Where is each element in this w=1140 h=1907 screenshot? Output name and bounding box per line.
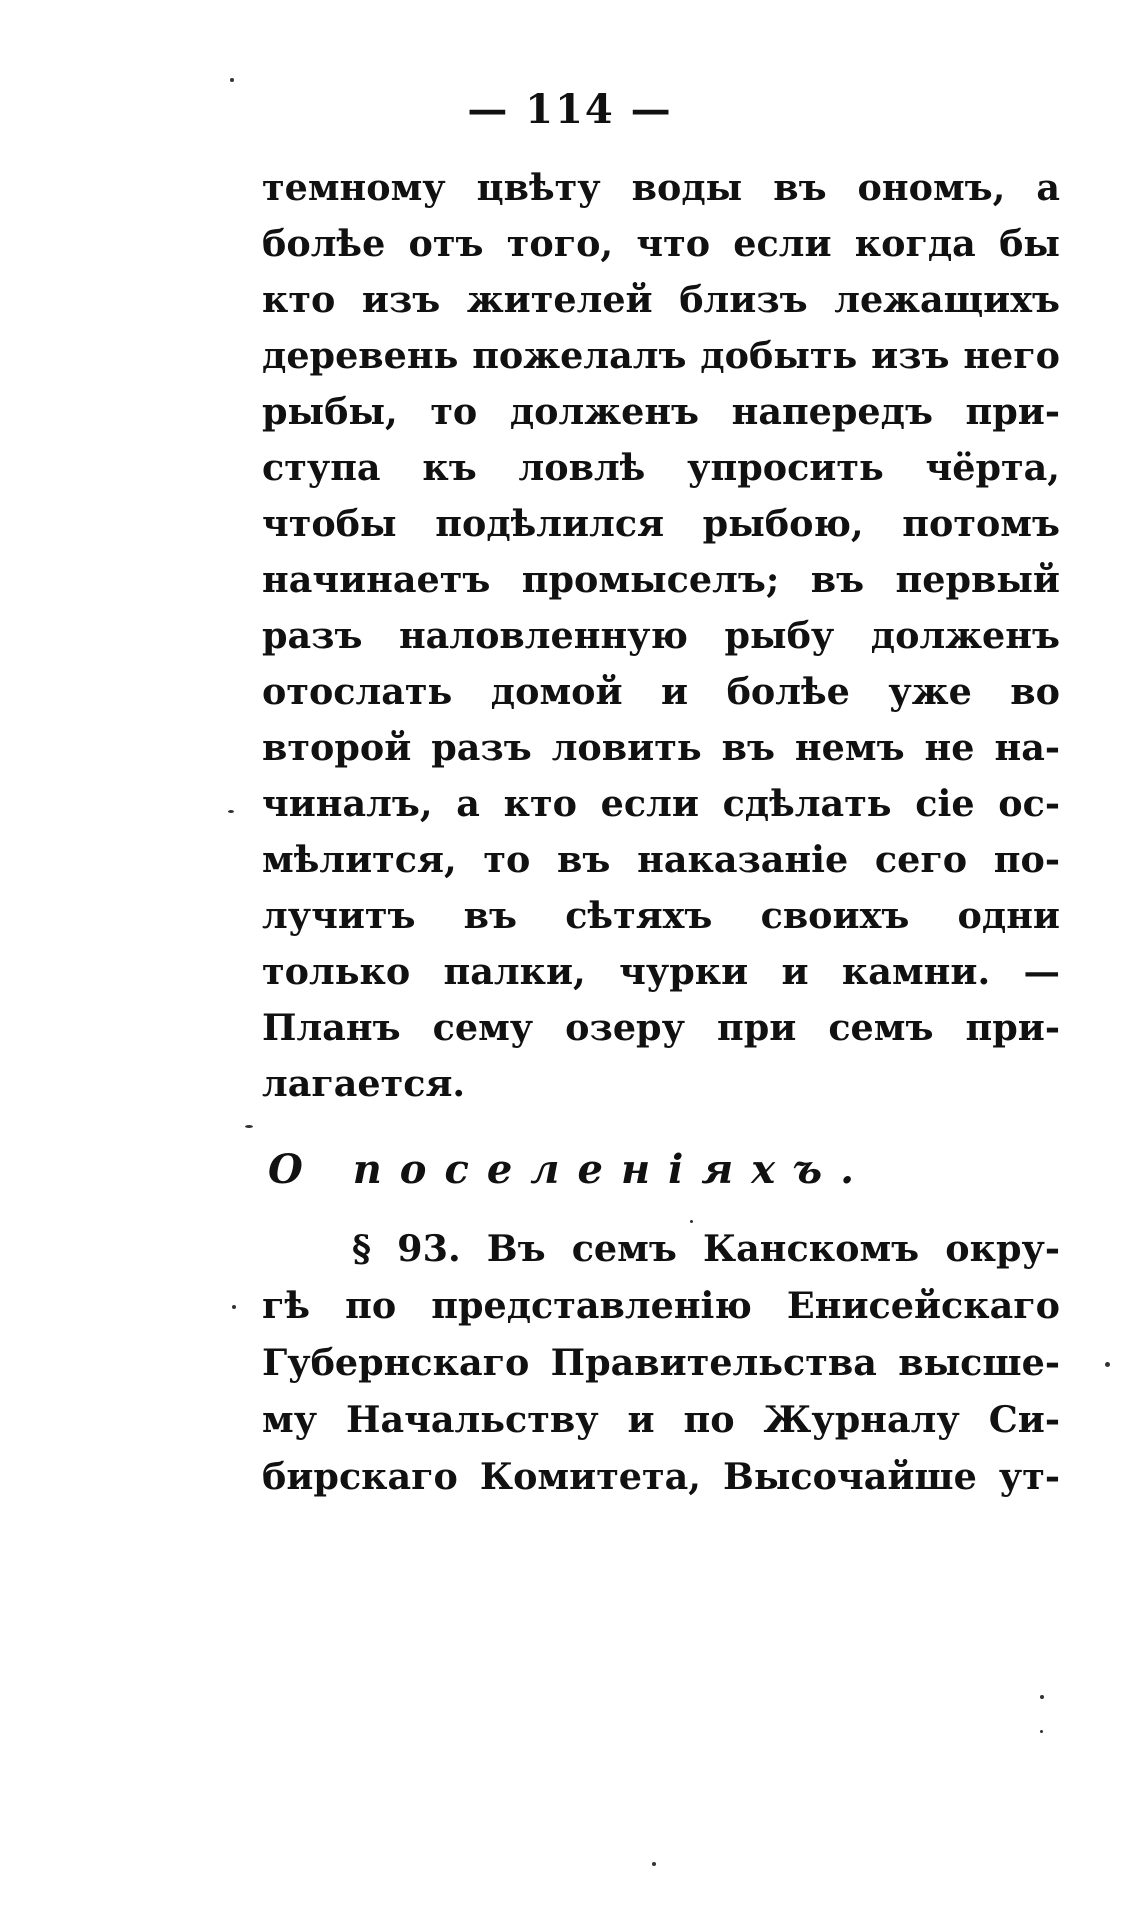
text-line: второй разъ ловить въ немъ не на- — [262, 726, 1060, 769]
paragraph-2 — [262, 1220, 1060, 1505]
text-line: § 93. Въ семъ Канскомъ окру- — [352, 1227, 1060, 1270]
scan-speck — [1040, 1695, 1044, 1699]
text-line: деревень пожелалъ добыть изъ него — [262, 334, 1060, 377]
paragraph-1 — [262, 160, 1060, 1112]
text-line: темному цвѣту воды въ ономъ, а — [262, 166, 1060, 209]
scan-speck — [1105, 1362, 1110, 1367]
text-line: рыбы, то долженъ напередъ при- — [262, 390, 1060, 433]
text-line: му Начальству и по Журналу Си- — [262, 1398, 1060, 1441]
section-heading: О поселеніяхъ. — [267, 1146, 873, 1193]
text-line: разъ наловленную рыбу долженъ — [262, 614, 1060, 657]
text-line: лагается. — [262, 1062, 466, 1105]
text-line: лучитъ въ сѣтяхъ своихъ одни — [262, 894, 1060, 937]
text-line: начинаетъ промыселъ; въ первый — [262, 558, 1060, 601]
scan-speck — [652, 1862, 656, 1866]
scan-speck — [232, 1305, 236, 1309]
scan-speck — [228, 810, 234, 813]
scan-speck — [245, 1125, 253, 1128]
text-line: кто изъ жителей близъ лежащихъ — [262, 278, 1060, 321]
page-number: — 114 — — [467, 86, 673, 133]
text-line: бирскаго Комитета, Высочайше ут- — [262, 1455, 1060, 1498]
text-line: Планъ сему озеру при семъ при- — [262, 1006, 1060, 1049]
scan-speck — [690, 1220, 693, 1223]
text-line: только палки, чурки и камни. — — [262, 950, 1060, 993]
text-line: мѣлится, то въ наказаніе сего по- — [262, 838, 1060, 881]
text-line: болѣе отъ того, что если когда бы — [262, 222, 1060, 265]
scan-speck — [1040, 1730, 1043, 1733]
text-line: Губернскаго Правительства высше- — [262, 1341, 1060, 1384]
text-line: чтобы подѣлился рыбою, потомъ — [262, 502, 1060, 545]
scan-speck — [230, 78, 234, 82]
text-line: ступа къ ловлѣ упросить чёрта, — [262, 446, 1060, 489]
text-line: гѣ по представленію Енисейскаго — [262, 1284, 1060, 1327]
text-line: отослать домой и болѣе уже во — [262, 670, 1060, 713]
text-line: чиналъ, а кто если сдѣлать сіе ос- — [262, 782, 1060, 825]
